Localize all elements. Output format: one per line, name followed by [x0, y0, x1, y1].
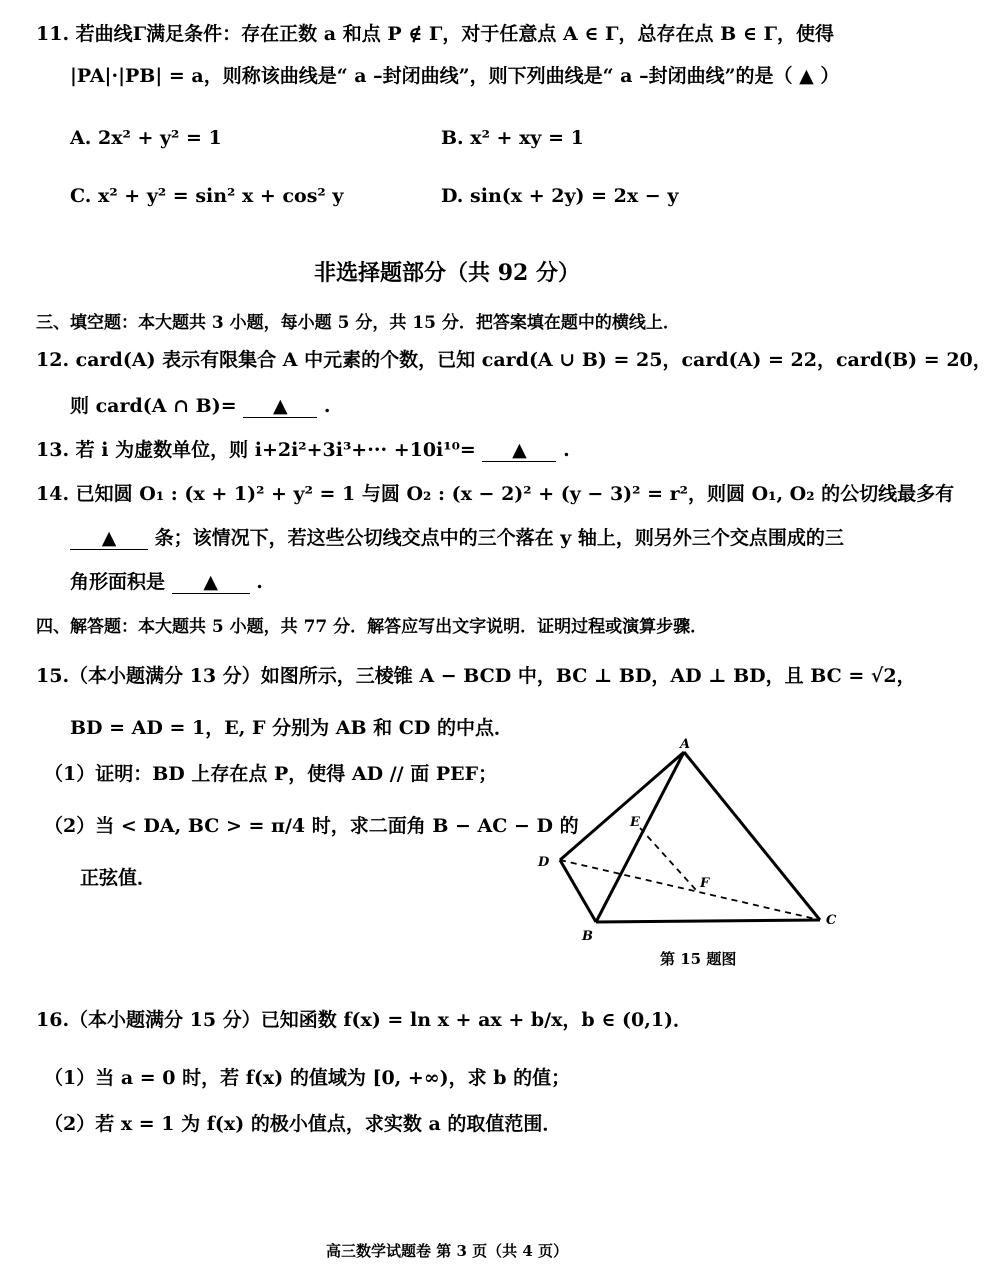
q14-answer-blank-1: ▲	[70, 527, 148, 550]
q11-option-b: B. x² + xy = 1	[441, 127, 584, 149]
q13-stem	[36, 436, 570, 464]
q14-stem-line1: 14. 已知圆 O₁ : (x + 1)² + y² = 1 与圆 O₂ : (x − 2)² + (y − 3)² = r²，则圆 O₁, O₂ 的公切线最多有	[36, 483, 955, 505]
q12-answer-blank: ▲	[243, 395, 317, 418]
q15-part2-line1: （2）当 < DA, BC > = π/4 时，求二面角 B − AC − D 的	[44, 815, 579, 837]
edge-d-c-dashed	[560, 860, 820, 920]
label-a: A	[680, 737, 691, 752]
q14-stem-line3	[70, 568, 263, 596]
q14-stem-line2	[70, 524, 844, 552]
edge-b-c	[596, 920, 820, 922]
q14-answer-blank-2: ▲	[172, 571, 250, 594]
q15-figure-caption: 第 15 题图	[660, 950, 737, 968]
q11-stem-line1: 11. 若曲线Γ满足条件：存在正数 a 和点 P ∉ Γ，对于任意点 A ∈ Γ，总存在点 B ∈ Γ，使得	[36, 23, 834, 45]
q11-option-d: D. sin(x + 2y) = 2x − y	[441, 185, 679, 207]
q16-part1: （1）当 a = 0 时，若 f(x) 的值域为 [0, +∞)，求 b 的值；	[44, 1067, 571, 1089]
q11-option-c: C. x² + y² = sin² x + cos² y	[70, 185, 344, 207]
label-c: C	[826, 913, 837, 928]
q14-line3-suffix: .	[256, 571, 263, 593]
q13-suffix: .	[563, 439, 570, 461]
q12-stem-line2	[70, 392, 331, 420]
page-footer: 高三数学试题卷 第 3 页（共 4 页）	[326, 1242, 568, 1260]
edge-a-b	[596, 752, 684, 922]
q11-stem-line2: |PA|·|PB| = a，则称该曲线是“ a –封闭曲线”，则下列曲线是“ a –封闭曲线”的是（ ▲ ）	[70, 65, 840, 87]
q12-stem-line1: 12. card(A) 表示有限集合 A 中元素的个数，已知 card(A ∪ B) = 25，card(A) = 22，card(B) = 20，	[36, 349, 992, 371]
q15-stem-line1: 15.（本小题满分 13 分）如图所示，三棱锥 A − BCD 中，BC ⊥ BD，AD ⊥ BD，且 BC = √2，	[36, 665, 916, 687]
edge-a-c	[684, 752, 820, 920]
q13-answer-blank: ▲	[482, 439, 556, 462]
section4-instructions: 四、解答题：本大题共 5 小题，共 77 分．解答应写出文字说明．证明过程或演算步骤．	[36, 617, 708, 637]
part2-heading: 非选择题部分（共 92 分）	[314, 260, 580, 286]
q12-suffix: .	[323, 395, 331, 417]
q15-part1: （1）证明：BD 上存在点 P，使得 AD // 面 PEF；	[44, 763, 498, 785]
q13-prefix: 13. 若 i 为虚数单位，则 i+2i²+3i³+··· +10i¹⁰=	[36, 439, 476, 461]
edge-a-d	[560, 752, 684, 860]
q16-part2: （2）若 x = 1 为 f(x) 的极小值点，求实数 a 的取值范围．	[44, 1113, 562, 1135]
label-e: E	[630, 815, 640, 830]
q14-line2-text: 条；该情况下，若这些公切线交点中的三个落在 y 轴上，则另外三个交点围成的三	[154, 527, 844, 549]
q15-stem-line2: BD = AD = 1，E, F 分别为 AB 和 CD 的中点．	[70, 717, 513, 739]
label-f: F	[700, 876, 710, 891]
q11-option-a: A. 2x² + y² = 1	[70, 127, 222, 149]
q15-part2-line2: 正弦值．	[80, 867, 157, 889]
label-b: B	[582, 929, 593, 944]
edge-d-b	[560, 860, 596, 922]
q16-stem: 16.（本小题满分 15 分）已知函数 f(x) = ln x + ax + b/x，b ∈ (0,1)．	[36, 1009, 693, 1031]
q12-prefix: 则 card(A ∩ B)=	[70, 395, 237, 417]
label-d: D	[538, 855, 550, 870]
q15-tetrahedron-figure	[520, 737, 840, 944]
q14-line3-prefix: 角形面积是	[70, 571, 166, 593]
section3-instructions: 三、填空题：本大题共 3 小题，每小题 5 分，共 15 分．把答案填在题中的横线上．	[36, 313, 680, 333]
